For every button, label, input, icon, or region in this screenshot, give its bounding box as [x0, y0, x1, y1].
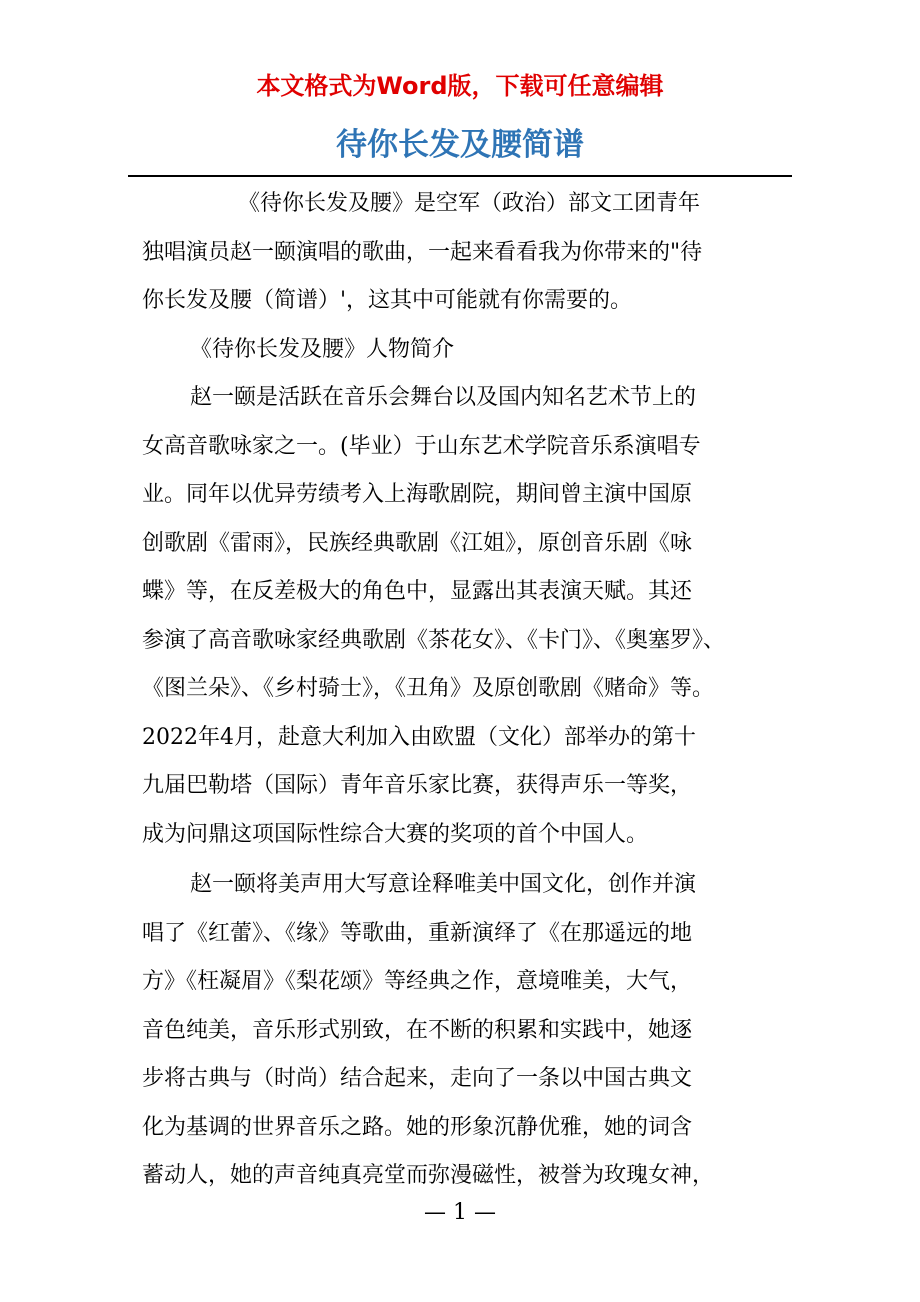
body-line: 蓄动人，她的声音纯真亮堂而弥漫磁性，被誉为玫瑰女神，	[142, 1163, 715, 1188]
page-number: — 1 —	[424, 1200, 496, 1225]
body-line: 蝶》等，在反差极大的角色中，显露出其表演天赋。其还	[142, 579, 693, 604]
body-line: 方》《枉凝眉》《梨花颂》等经典之作，意境唯美，大气，	[142, 969, 693, 994]
body-line: 你长发及腰（简谱）'，这其中可能就有你需要的。	[142, 288, 633, 313]
document-body	[142, 180, 782, 1201]
body-line: 步将古典与（时尚）结合起来，走向了一条以中国古典文	[142, 1066, 693, 1091]
edit-notice-banner: 本文格式为Word版，下载可任意编辑	[256, 72, 664, 100]
body-line: 音色纯美，音乐形式别致，在不断的积累和实践中，她逐	[142, 1017, 693, 1043]
body-line: 赵一颐将美声用大写意诠释唯美中国文化，创作并演	[190, 872, 697, 897]
body-line: 唱了《红蕾》、《缘》等歌曲，重新演绎了《在那遥远的地	[142, 920, 693, 946]
body-line: 《图兰朵》、《乡村骑士》，《丑角》及原创歌剧《赌命》等。	[142, 676, 715, 701]
section-heading: 《待你长发及腰》人物简介	[190, 336, 455, 362]
body-line: 成为问鼎这项国际性综合大赛的奖项的首个中国人。	[142, 821, 649, 847]
body-line: 九届巴勒塔（国际）青年音乐家比赛，获得声乐一等奖，	[142, 773, 693, 798]
body-line: 《待你长发及腰》是空军（政治）部文工团青年	[238, 191, 701, 216]
body-line: 参演了高音歌咏家经典歌剧《茶花女》、《卡门》、《奥塞罗》、	[142, 627, 726, 653]
document-title: 待你长发及腰简谱	[336, 127, 584, 163]
body-line: 女高音歌咏家之一。(毕业）于山东艺术学院音乐系演唱专	[142, 433, 701, 459]
body-line: 赵一颐是活跃在音乐会舞台以及国内知名艺术节上的	[190, 385, 697, 410]
body-line: 2022年4月，赴意大利加入由欧盟（文化）部举办的第十	[142, 724, 696, 750]
body-line: 化为基调的世界音乐之路。她的形象沉静优雅，她的词含	[142, 1114, 693, 1140]
body-line: 独唱演员赵一颐演唱的歌曲，一起来看看我为你带来的"待	[142, 239, 703, 265]
body-line: 业。同年以优异劳绩考入上海歌剧院，期间曾主演中国原	[142, 482, 693, 507]
body-line: 创歌剧《雷雨》，民族经典歌剧《江姐》，原创音乐剧《咏	[142, 530, 693, 556]
title-divider	[128, 175, 792, 177]
